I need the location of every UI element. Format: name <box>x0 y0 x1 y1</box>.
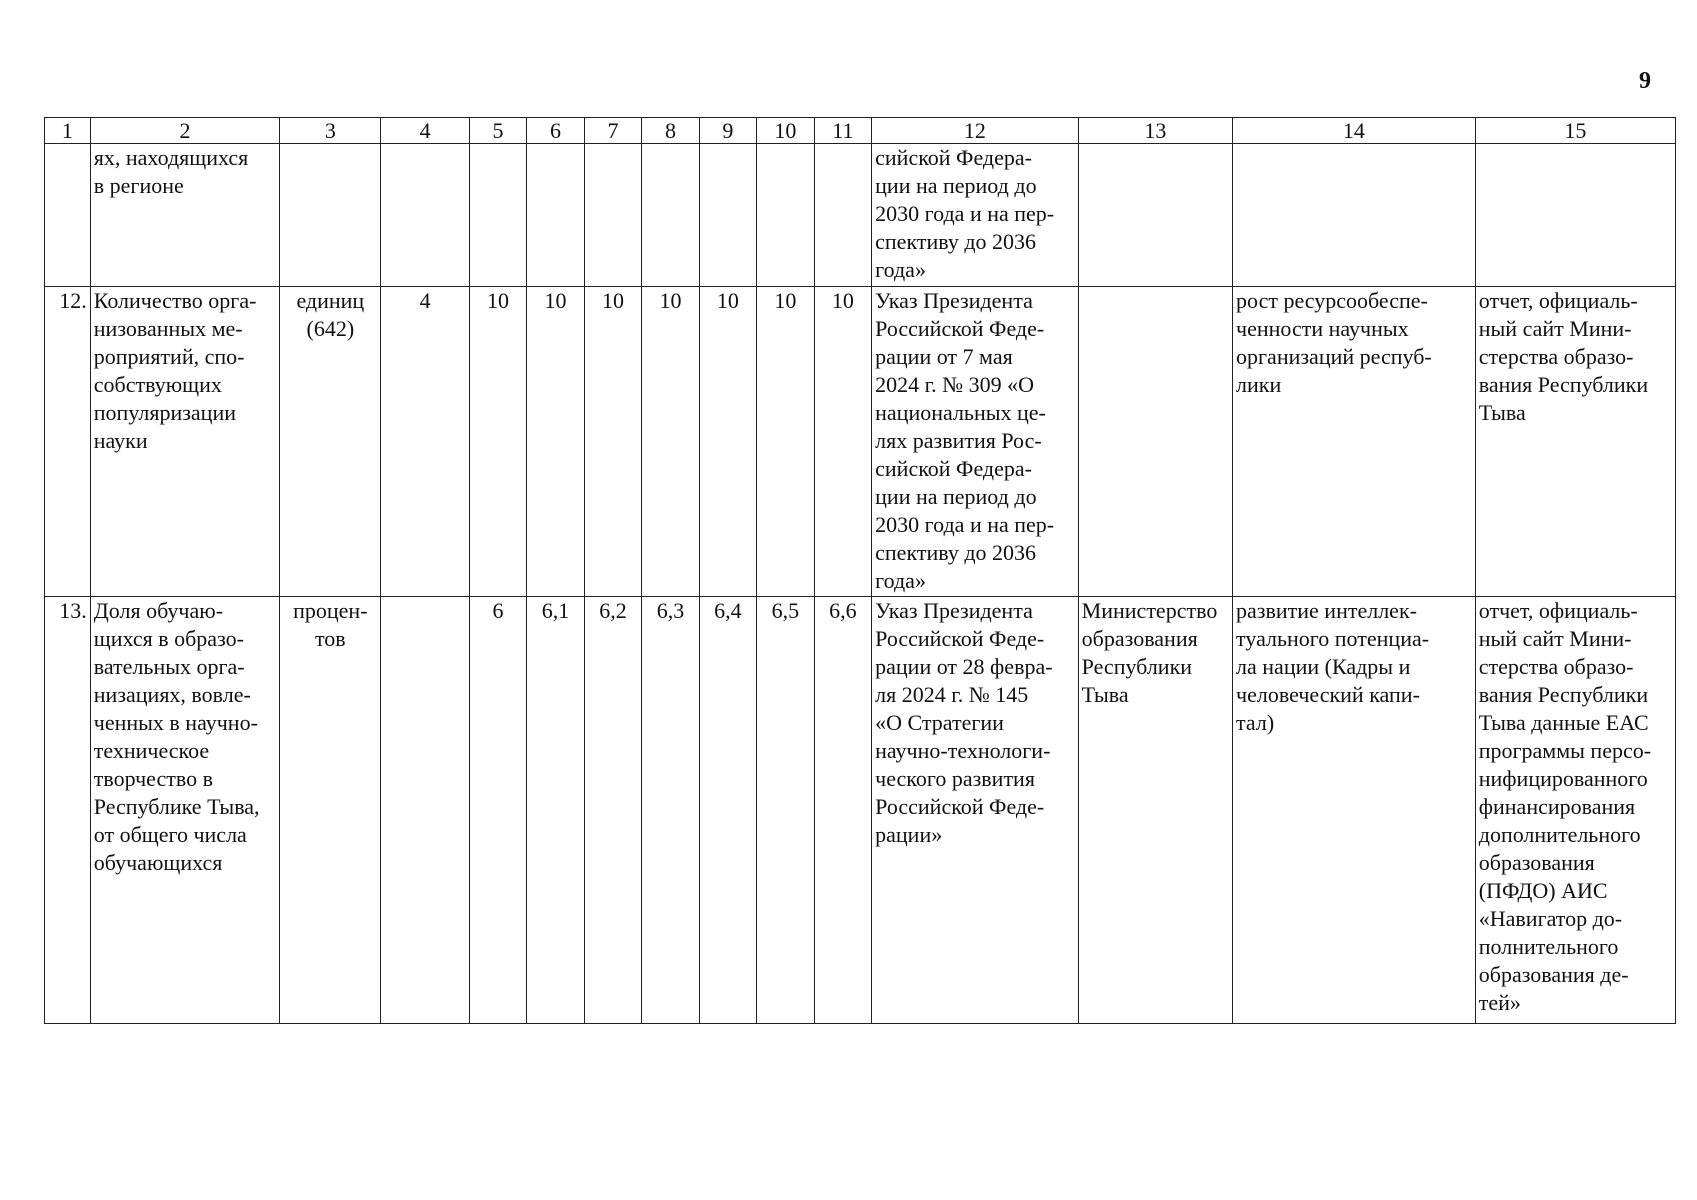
data-source <box>1475 144 1675 287</box>
year-value <box>699 144 756 287</box>
column-header: 13 <box>1078 118 1232 144</box>
year-value: 6,2 <box>584 597 641 1024</box>
column-header: 12 <box>872 118 1079 144</box>
year-value: 10 <box>469 287 526 597</box>
year-value: 10 <box>814 287 871 597</box>
base-value <box>381 144 469 287</box>
responsible-body <box>1078 144 1232 287</box>
year-value <box>814 144 871 287</box>
column-header: 9 <box>699 118 756 144</box>
column-header: 8 <box>642 118 699 144</box>
responsible-body <box>1078 287 1232 597</box>
table-row <box>45 287 1676 597</box>
year-value <box>757 144 814 287</box>
indicators-table <box>44 117 1676 1024</box>
row-number: 13. <box>45 597 91 1024</box>
legal-document: сийской Федера- ции на период до 2030 года и на пер- спективу до 2036 года» <box>872 144 1079 287</box>
base-value <box>381 597 469 1024</box>
column-header: 10 <box>757 118 814 144</box>
unit-of-measure: процен- тов <box>280 597 381 1024</box>
goal-link: рост ресурсообеспе- ченности научных организаций респуб- лики <box>1233 287 1476 597</box>
data-source: отчет, официаль- ный сайт Мини- стерства образо- вания Республики Тыва <box>1475 287 1675 597</box>
data-source: отчет, официаль- ный сайт Мини- стерства образо- вания Республики Тыва данные ЕАС программы персо- нифицированного финансирования дополнительного образования (ПФДО) АИС «Навигатор до- полнительного образования де- тей» <box>1475 597 1675 1024</box>
column-number-row <box>45 118 1676 144</box>
unit-of-measure <box>280 144 381 287</box>
column-header: 14 <box>1233 118 1476 144</box>
column-header: 5 <box>469 118 526 144</box>
row-number: 12. <box>45 287 91 597</box>
goal-link <box>1233 144 1476 287</box>
responsible-body: Министерство образования Республики Тыва <box>1078 597 1232 1024</box>
year-value <box>469 144 526 287</box>
year-value: 10 <box>757 287 814 597</box>
base-value: 4 <box>381 287 469 597</box>
year-value: 6,5 <box>757 597 814 1024</box>
column-header: 7 <box>584 118 641 144</box>
year-value: 10 <box>584 287 641 597</box>
year-value <box>584 144 641 287</box>
column-header: 4 <box>381 118 469 144</box>
year-value: 6,1 <box>527 597 584 1024</box>
column-header: 6 <box>527 118 584 144</box>
year-value <box>642 144 699 287</box>
column-header: 1 <box>45 118 91 144</box>
goal-link: развитие интеллек- туального потенциа- ла нации (Кадры и человеческий капи- тал) <box>1233 597 1476 1024</box>
year-value: 6,4 <box>699 597 756 1024</box>
table-row <box>45 597 1676 1024</box>
legal-document: Указ Президента Российской Феде- рации от 28 февра- ля 2024 г. № 145 «О Стратегии научно-технологи- ческого развития Российской Феде- рации» <box>872 597 1079 1024</box>
year-value: 6 <box>469 597 526 1024</box>
column-header: 2 <box>90 118 280 144</box>
column-header: 3 <box>280 118 381 144</box>
row-number <box>45 144 91 287</box>
page-number: 9 <box>1639 68 1651 94</box>
year-value: 6,6 <box>814 597 871 1024</box>
indicator-name: ях, находящихся в регионе <box>90 144 280 287</box>
year-value: 10 <box>642 287 699 597</box>
legal-document: Указ Президента Российской Феде- рации от 7 мая 2024 г. № 309 «О национальных це- лях развития Рос- сийской Федера- ции на период до 2030 года и на пер- спективу до 2036 года» <box>872 287 1079 597</box>
year-value <box>527 144 584 287</box>
column-header: 11 <box>814 118 871 144</box>
unit-of-measure: единиц (642) <box>280 287 381 597</box>
year-value: 10 <box>527 287 584 597</box>
year-value: 10 <box>699 287 756 597</box>
indicator-name: Доля обучаю- щихся в образо- вательных орга- низациях, вовле- ченных в научно- техническое творчество в Республике Тыва, от общего числа обучающихся <box>90 597 280 1024</box>
indicator-name: Количество орга- низованных ме- роприятий, спо- собствующих популяризации науки <box>90 287 280 597</box>
table-row <box>45 144 1676 287</box>
column-header: 15 <box>1475 118 1675 144</box>
year-value: 6,3 <box>642 597 699 1024</box>
